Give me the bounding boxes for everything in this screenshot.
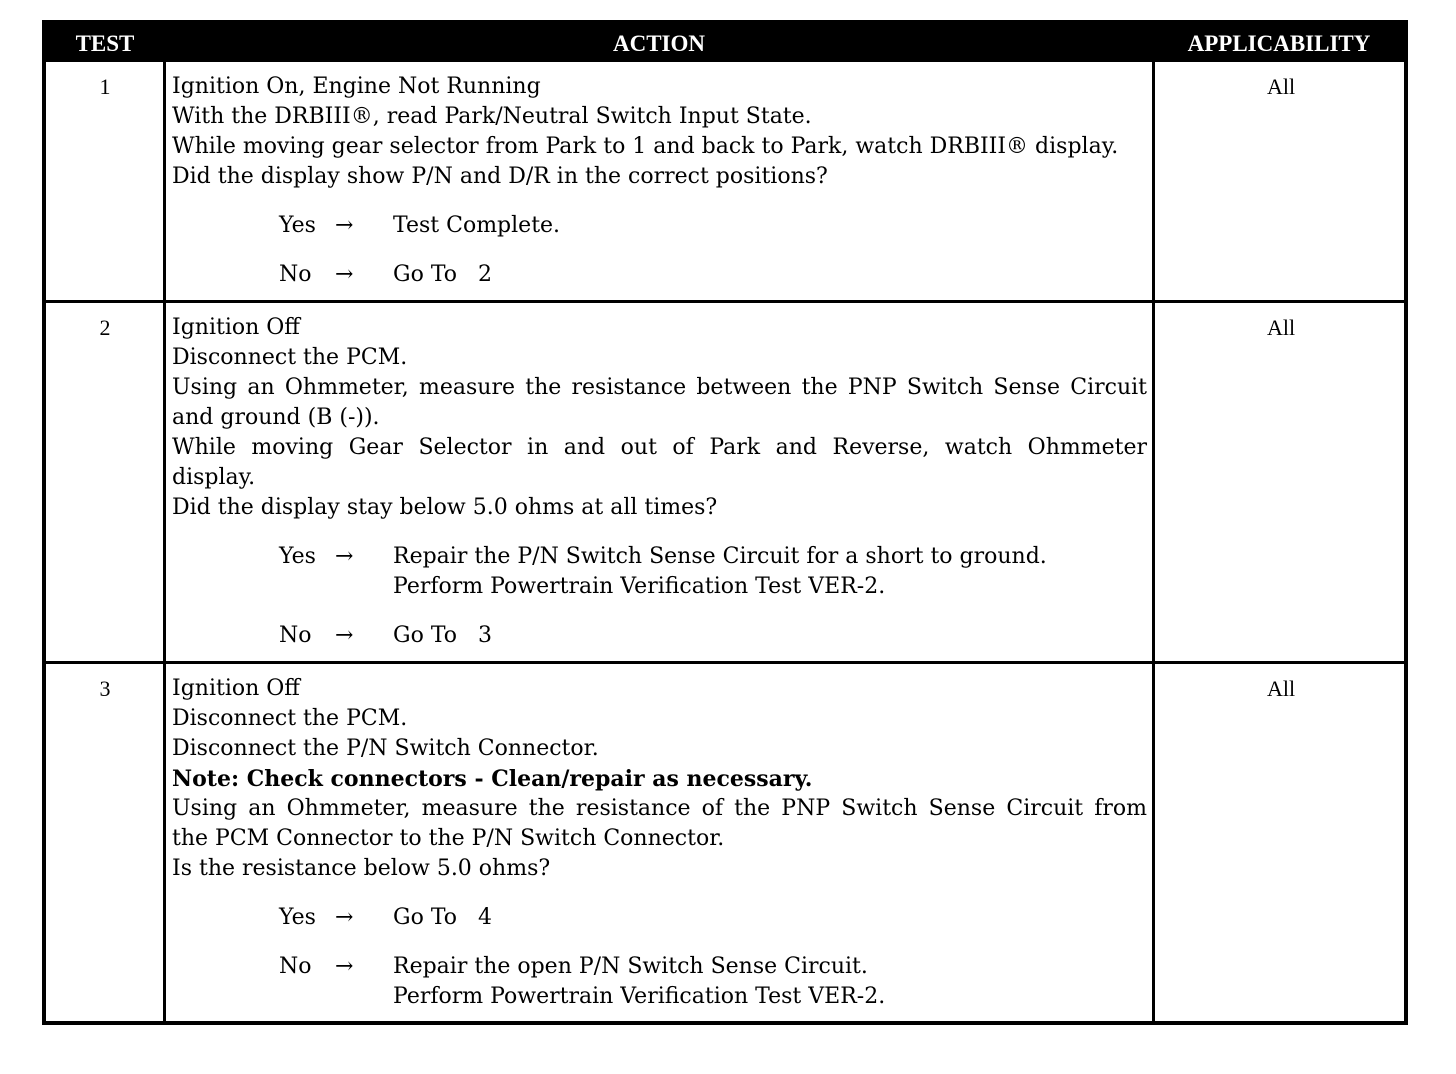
- action-line: While moving Gear Selector in and out of Park and Reverse, watch Ohmmeter: [172, 435, 1147, 460]
- test-number: 2: [99, 315, 111, 340]
- applicability-cell: All: [1266, 676, 1296, 701]
- action-line: Disconnect the PCM.: [172, 345, 408, 370]
- action-line: Disconnect the P/N Switch Connector.: [172, 736, 599, 761]
- action-line: display.: [172, 465, 256, 490]
- action-line: Ignition Off: [172, 315, 300, 340]
- diagnostic-test-table: [42, 20, 1408, 1025]
- arrow-icon: →: [335, 905, 354, 930]
- action-cell: [172, 674, 1147, 1012]
- no-label: No: [279, 623, 312, 648]
- yes-result: Go To 4: [393, 905, 492, 930]
- action-line: Disconnect the PCM.: [172, 706, 408, 731]
- header-applicability: APPLICABILITY: [1187, 31, 1371, 56]
- yes-label: Yes: [279, 544, 316, 569]
- note-line: Note: Check connectors - Clean/repair as necessary.: [172, 766, 813, 792]
- arrow-icon: →: [335, 262, 354, 287]
- arrow-icon: →: [335, 623, 354, 648]
- table-row: [46, 62, 1404, 300]
- no-choice: [279, 952, 1147, 1012]
- arrow-icon: →: [335, 213, 354, 238]
- action-line: With the DRBIII®, read Park/Neutral Switch Input State.: [172, 104, 812, 129]
- action-line: While moving gear selector from Park to 1 and back to Park, watch DRBIII® display.: [172, 134, 1119, 159]
- yes-choice: [279, 903, 1147, 933]
- test-number: 3: [99, 676, 111, 701]
- action-cell: [172, 72, 1147, 290]
- test-number: 1: [99, 74, 111, 99]
- no-result: Go To 2: [393, 262, 492, 287]
- header-action: ACTION: [612, 31, 705, 56]
- table-row: [46, 303, 1404, 661]
- header-test: TEST: [75, 31, 135, 56]
- action-line: Ignition Off: [172, 676, 300, 701]
- no-label: No: [279, 954, 312, 979]
- arrow-icon: →: [335, 954, 354, 979]
- no-result: Repair the open P/N Switch Sense Circuit. Perform Powertrain Verification Test VER-2.: [393, 954, 886, 1009]
- action-line: Is the resistance below 5.0 ohms?: [172, 856, 551, 881]
- table-header: [46, 24, 1404, 62]
- applicability-cell: All: [1266, 315, 1296, 340]
- no-choice: [279, 621, 1147, 651]
- yes-choice: [279, 542, 1147, 602]
- action-line: Did the display show P/N and D/R in the correct positions?: [172, 164, 828, 189]
- no-result: Go To 3: [393, 623, 492, 648]
- action-line: and ground (B (-)).: [172, 405, 380, 430]
- yes-result: Repair the P/N Switch Sense Circuit for a short to ground. Perform Powertrain Verification Test VER-2.: [393, 544, 1047, 599]
- arrow-icon: →: [335, 544, 354, 569]
- no-choice: [279, 260, 1147, 290]
- action-cell: [172, 313, 1147, 651]
- yes-label: Yes: [279, 213, 316, 238]
- yes-label: Yes: [279, 905, 316, 930]
- table-row: [46, 664, 1404, 1025]
- no-label: No: [279, 262, 312, 287]
- yes-result: Test Complete.: [393, 213, 561, 238]
- action-line: Did the display stay below 5.0 ohms at all times?: [172, 495, 718, 520]
- action-line: Using an Ohmmeter, measure the resistance between the PNP Switch Sense Circuit: [172, 375, 1147, 400]
- applicability-cell: All: [1266, 74, 1296, 99]
- action-line: the PCM Connector to the P/N Switch Connector.: [172, 826, 725, 851]
- action-line: Ignition On, Engine Not Running: [172, 74, 541, 99]
- action-line: Using an Ohmmeter, measure the resistance of the PNP Switch Sense Circuit from: [172, 796, 1147, 821]
- yes-choice: [279, 211, 1147, 241]
